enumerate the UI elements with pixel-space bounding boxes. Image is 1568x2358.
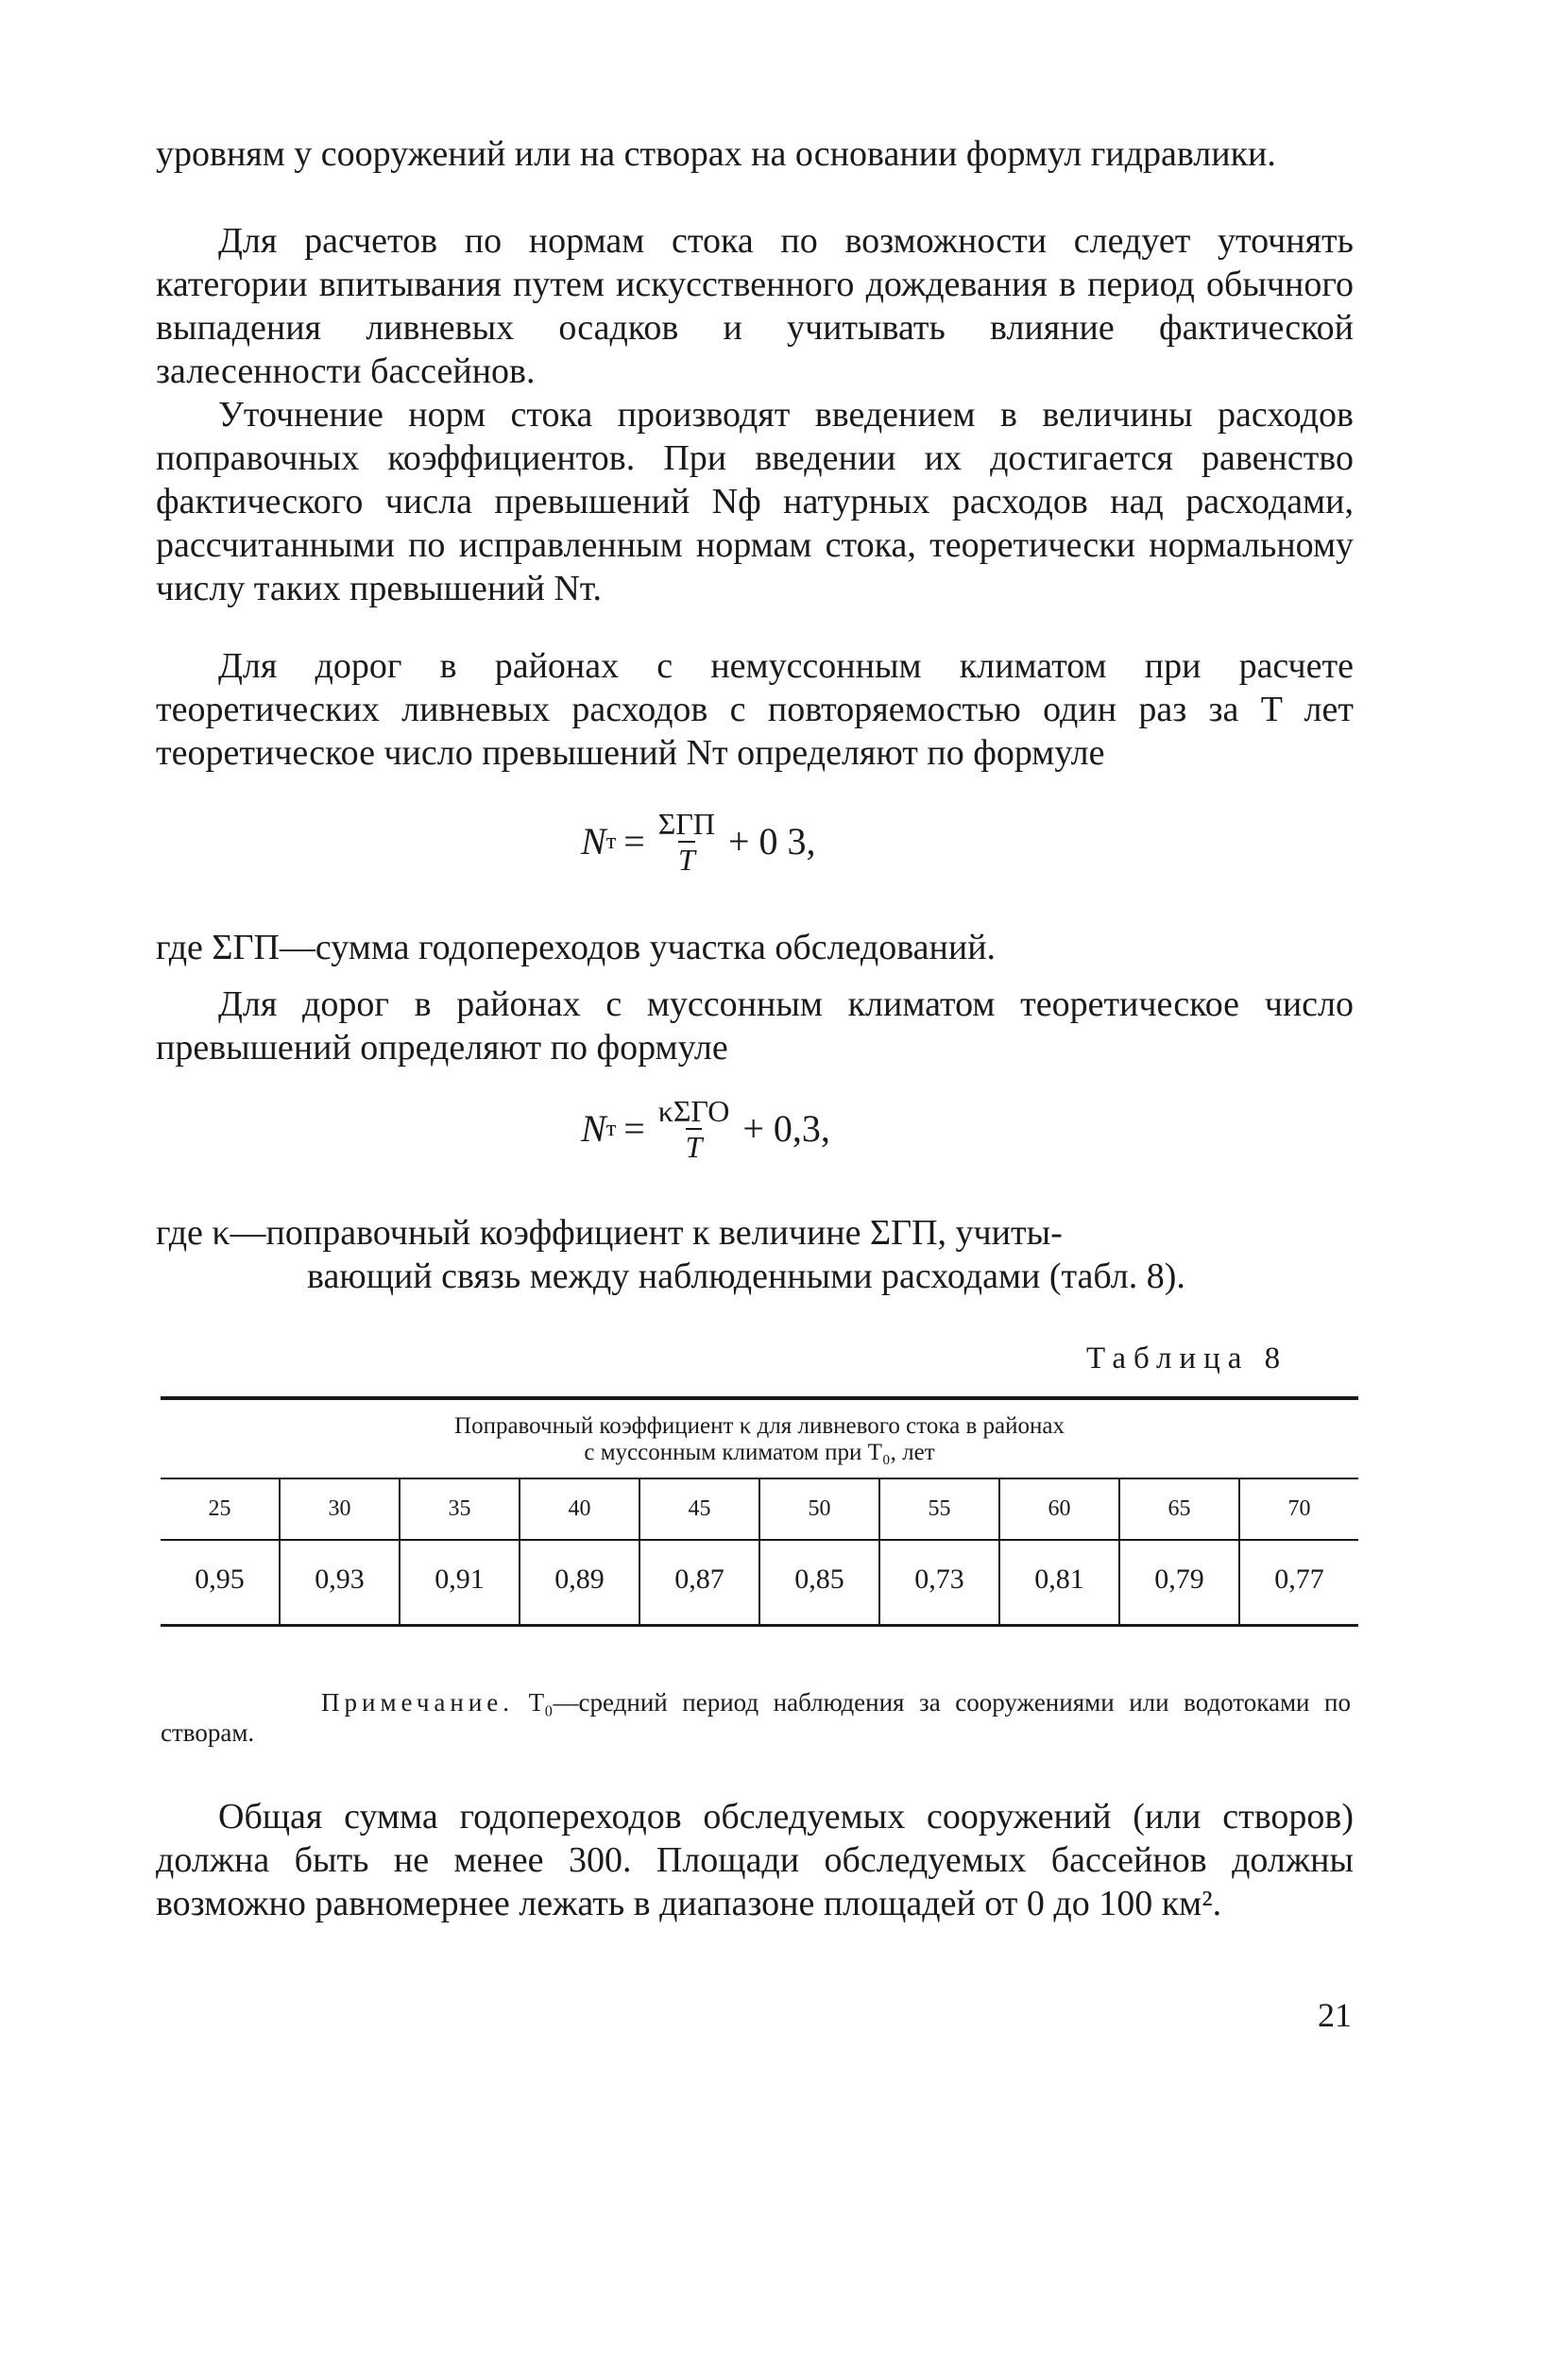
table-cell-value: 0,81 <box>998 1541 1118 1624</box>
formula-lhs-subscript: т <box>605 829 617 854</box>
table-cell-year: 40 <box>519 1479 639 1539</box>
table-cell-value: 0,87 <box>639 1541 758 1624</box>
formula-lhs: N <box>581 1107 606 1150</box>
formula-constant: + 0,3, <box>742 1107 830 1150</box>
formula-constant: + 0 3, <box>727 820 816 863</box>
table-cell-year: 50 <box>758 1479 878 1539</box>
table-cell-year: 45 <box>639 1479 758 1539</box>
table-cell-value: 0,91 <box>399 1541 519 1624</box>
note-label: Примечание. <box>321 1688 515 1717</box>
paragraph-intro: уровням у сооружений или на створах на основании формул гидравлики. <box>156 134 1276 174</box>
formula-equals: = <box>623 820 645 863</box>
formula-denominator: T <box>677 843 695 877</box>
formula-numerator: κΣГО <box>657 1094 730 1128</box>
table-cell-year: 30 <box>279 1479 399 1539</box>
table-cell-value: 0,79 <box>1118 1541 1238 1624</box>
table-cell-year: 65 <box>1118 1479 1238 1539</box>
coefficient-table <box>161 1396 1358 1627</box>
table-cell-value: 0,85 <box>758 1541 878 1624</box>
table-cell-year: 70 <box>1238 1479 1358 1539</box>
formula-non-monsoon <box>581 809 816 875</box>
paragraph-rainfall-calc: Для расчетов по нормам стока по возможности следует уточнять категории впитывания путем искусственного дождевания в период обычного выпадения ливневых осадков и учитывать влияние фактической залесенности бассейнов. <box>156 221 1354 391</box>
formula-lhs: N <box>581 820 606 863</box>
table-cell-value: 0,93 <box>279 1541 399 1624</box>
formula-lhs-subscript: т <box>605 1117 617 1141</box>
table-header-line-1: Поправочный коэффициент κ для ливневого стока в районах <box>454 1413 1065 1439</box>
table-cell-year: 55 <box>878 1479 998 1539</box>
table-cell-year: 35 <box>399 1479 519 1539</box>
table-cell-value: 0,77 <box>1238 1541 1358 1624</box>
paragraph-norm-correction: Уточнение норм стока производят введением в величины расходов поправочных коэффициентов. При введении их достигается равенство фактического числа превышений Nф натурных расходов над расходами, рассчитанными по исправленным нормам стока, теоретически нормальному числу таких превышений Nт. <box>156 395 1354 608</box>
table-cell-year: 25 <box>208 1496 231 1521</box>
table-caption: Таблица 8 <box>1086 1341 1288 1376</box>
table-row-values <box>161 1541 1358 1624</box>
formula-equals: = <box>623 1107 645 1150</box>
table-row-years <box>161 1479 1358 1541</box>
where-kappa-definition <box>156 1211 1354 1298</box>
paragraph-non-monsoon: Для дорог в районах с немуссонным климатом при расчете теоретических ливневых расходов с повторяемостью один раз за T лет теоретическое число превышений Nт определяют по формуле <box>156 646 1354 773</box>
table-note <box>161 1687 1351 1748</box>
formula-denominator: T <box>685 1130 703 1164</box>
where-kappa-first-line: где κ—поправочный коэффициент к величине ΣГП, учиты- <box>156 1213 1063 1253</box>
table-cell-value: 0,95 <box>195 1563 245 1595</box>
table-cell-value: 0,89 <box>519 1541 639 1624</box>
table-header <box>161 1400 1358 1479</box>
page-number: 21 <box>1318 1996 1352 2034</box>
where-kappa-continuation: вающий связь между наблюденными расходами (табл. 8). <box>307 1256 1185 1296</box>
formula-fraction <box>655 1096 734 1162</box>
formula-numerator: ΣГП <box>657 807 715 841</box>
table-cell-value: 0,73 <box>878 1541 998 1624</box>
paragraph-summary: Общая сумма годопереходов обследуемых сооружений (или створов) должна быть не менее 300. Площади обследуемых бассейнов должны возможно равномернее лежать в диапазоне площадей от 0 до 100 км². <box>156 1797 1354 1923</box>
paragraph-where-sum: где ΣГП—сумма годопереходов участка обследований. <box>156 928 997 967</box>
table-header-line-2: с муссонным климатом при T₀, лет <box>584 1440 935 1465</box>
formula-fraction <box>655 809 719 875</box>
table-cell-year: 60 <box>998 1479 1118 1539</box>
note-text: T₀—средний период наблюдения за сооружениями или водотоками по створам. <box>161 1688 1351 1747</box>
formula-monsoon <box>581 1096 830 1162</box>
paragraph-monsoon: Для дорог в районах с муссонным климатом теоретическое число превышений определяют по формуле <box>156 984 1354 1068</box>
